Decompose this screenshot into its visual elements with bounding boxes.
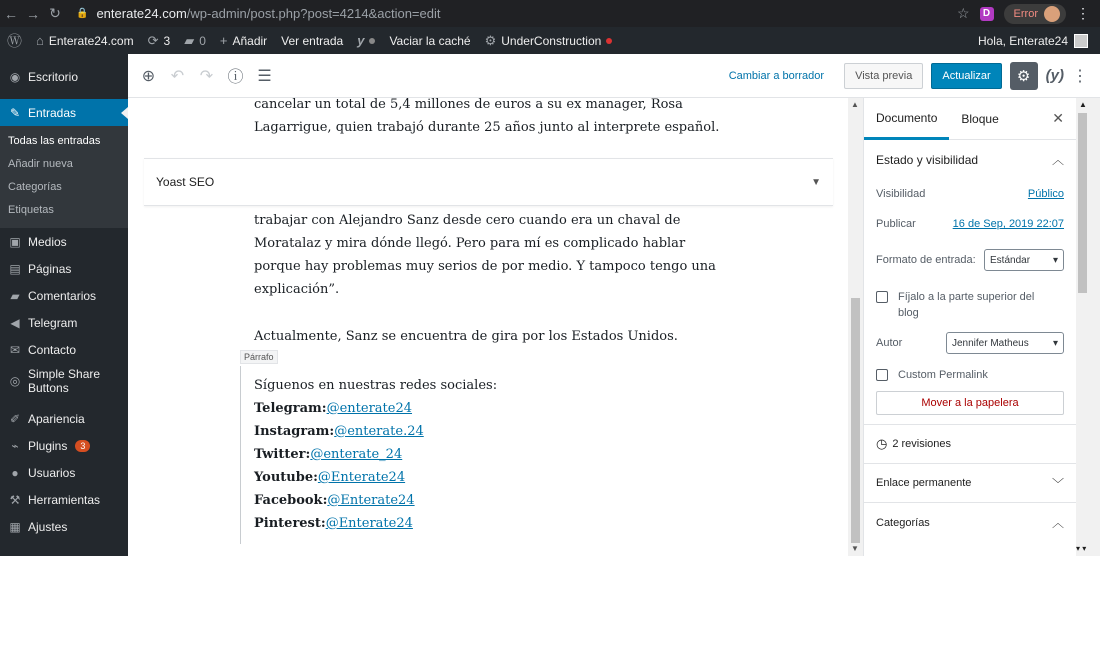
sidebar-item-pages[interactable]: ▤ Páginas <box>9 261 72 276</box>
sidebar-item-share-buttons[interactable]: ◎ Simple Share Buttons <box>9 367 101 395</box>
telegram-icon: ◀ <box>10 315 20 330</box>
dashboard-icon: ◉ <box>9 69 21 84</box>
posts-submenu <box>0 126 128 228</box>
panel-scrollbar[interactable] <box>1076 98 1100 556</box>
yoast-seo-title: Yoast SEO <box>156 175 215 189</box>
paragraph-block[interactable]: Actualmente, Sanz se encuentra de gira por los Estados Unidos. <box>254 329 678 344</box>
plugins-update-badge: 3 <box>75 440 90 452</box>
chevron-up-icon: ︿ <box>1051 153 1064 167</box>
comments-link[interactable]: ▰ 0 <box>184 32 206 48</box>
sidebar-item-plugins[interactable]: ⌁ Plugins 3 <box>0 432 128 459</box>
pinterest-link[interactable]: @Enterate24 <box>325 516 413 531</box>
scroll-down-icon[interactable]: ▼ <box>851 544 859 553</box>
extension-icon[interactable]: D <box>980 7 994 21</box>
submenu-add-new[interactable]: Añadir nueva <box>8 158 73 170</box>
facebook-link[interactable]: @Enterate24 <box>327 493 415 508</box>
address-bar[interactable] <box>76 6 440 21</box>
mail-icon: ✉ <box>9 342 21 357</box>
social-intro: Síguenos en nuestras redes sociales: <box>254 378 498 393</box>
select-arrow-icon: ▾ <box>1052 337 1058 349</box>
submenu-categories[interactable]: Categorías <box>8 181 62 193</box>
wp-logo-icon[interactable]: Ⓦ <box>7 33 23 50</box>
account-menu[interactable]: Hola, Enterate24 <box>978 34 1100 48</box>
url-host: enterate24.com <box>96 6 187 21</box>
view-post-link[interactable]: Ver entrada <box>281 33 344 48</box>
editor-toolbar <box>128 54 1100 98</box>
admin-sidebar <box>0 54 128 556</box>
home-icon: ⌂ <box>36 33 44 48</box>
plus-icon: + <box>219 33 228 48</box>
add-block-icon[interactable]: ⊕ <box>141 67 156 85</box>
sidebar-item-posts[interactable]: ✎ Entradas <box>0 99 128 126</box>
telegram-link[interactable]: @enterate24 <box>326 401 413 416</box>
clear-cache-link[interactable]: Vaciar la caché <box>389 33 471 48</box>
post-format-select[interactable]: Estándar ▾ <box>984 249 1064 271</box>
custom-permalink-checkbox[interactable] <box>876 369 888 381</box>
url-path: /wp-admin/post.php?post=4214&action=edit <box>186 6 441 21</box>
sidebar-item-users[interactable]: ● Usuarios <box>0 459 128 486</box>
settings-icon: ▦ <box>9 519 21 534</box>
info-icon[interactable]: ⓘ <box>227 69 244 86</box>
social-line: Youtube:@Enterate24 <box>254 470 406 485</box>
sidebar-item-settings[interactable]: ▦ Ajustes <box>9 519 68 534</box>
outline-icon[interactable]: ☰ <box>257 67 272 85</box>
permalink-section-header[interactable]: Enlace permanente ﹀ <box>864 464 1076 503</box>
publish-date-link[interactable]: 16 de Sep, 2019 22:07 <box>952 218 1064 230</box>
editor-scrollbar[interactable] <box>848 98 863 556</box>
pin-icon: ✎ <box>9 105 21 120</box>
bookmark-star-icon[interactable]: ☆ <box>956 5 970 21</box>
settings-sidebar <box>863 98 1076 556</box>
sidebar-item-dashboard[interactable]: ◉ Escritorio <box>9 69 79 84</box>
scrollbar-thumb[interactable] <box>1078 113 1087 293</box>
media-icon: ▣ <box>9 234 21 249</box>
twitter-link[interactable]: @enterate_24 <box>310 447 403 462</box>
social-line: Facebook:@Enterate24 <box>254 493 415 508</box>
update-button[interactable]: Actualizar <box>931 63 1001 89</box>
wp-admin-bar <box>0 27 1100 54</box>
scroll-up-icon[interactable]: ▲ <box>1079 100 1087 109</box>
history-icon: ◷ <box>876 436 888 451</box>
author-row: Autor Jennifer Matheus ▾ <box>864 327 1076 359</box>
gear-icon: ⚙ <box>484 32 497 48</box>
plugin-icon: ⌁ <box>11 438 19 453</box>
divider <box>864 415 1076 425</box>
sidebar-item-comments[interactable]: ▰ Comentarios <box>0 282 128 309</box>
switch-to-draft-button[interactable]: Cambiar a borrador <box>728 69 825 82</box>
brush-icon: ✐ <box>9 411 21 426</box>
seo-status-dot <box>369 38 375 44</box>
revisions-link[interactable]: ◷ 2 revisiones <box>864 425 1076 464</box>
social-line: Instagram:@enterate.24 <box>254 424 424 439</box>
profile-avatar <box>1044 6 1060 22</box>
submenu-tags[interactable]: Etiquetas <box>8 204 54 216</box>
move-to-trash-button[interactable]: Mover a la papelera <box>876 391 1064 415</box>
author-select[interactable]: Jennifer Matheus ▾ <box>946 332 1064 354</box>
post-format-row: Formato de entrada: Estándar ▾ <box>864 239 1076 281</box>
under-construction-link[interactable]: ⚙ UnderConstruction <box>478 33 620 49</box>
social-line: Telegram:@enterate24 <box>254 401 413 416</box>
yoast-seo-panel[interactable] <box>144 158 833 206</box>
chevron-up-icon: ︿ <box>1051 516 1064 530</box>
scrollbar-thumb[interactable] <box>851 298 860 543</box>
error-label: Error <box>1013 7 1038 20</box>
scroll-up-icon[interactable]: ▲ <box>851 100 859 109</box>
settings-gear-icon[interactable]: ⚙ <box>1010 62 1038 90</box>
scroll-down-icon[interactable]: ▾ ▾ <box>1076 544 1087 553</box>
custom-permalink-row: Custom Permalink <box>864 359 1076 391</box>
profile-error-button[interactable] <box>1004 4 1066 24</box>
add-new-link[interactable]: + Añadir <box>219 33 268 48</box>
sidebar-item-telegram[interactable]: ◀ Telegram <box>0 309 128 336</box>
tab-block[interactable]: Bloque <box>961 111 999 126</box>
instagram-link[interactable]: @enterate.24 <box>334 424 424 439</box>
publish-row: Publicar 16 de Sep, 2019 22:07 <box>876 218 1064 230</box>
site-name-link[interactable]: ⌂ Enterate24.com <box>36 33 134 48</box>
social-line: Twitter:@enterate_24 <box>254 447 403 462</box>
browser-menu-icon[interactable]: ⋮ <box>1076 5 1090 21</box>
browser-toolbar <box>0 0 1100 27</box>
select-arrow-icon: ▾ <box>1052 254 1058 266</box>
comments-icon: ▰ <box>10 288 20 303</box>
visibility-row: Visibilidad Público <box>876 188 1064 200</box>
pages-icon: ▤ <box>9 261 21 276</box>
sidebar-item-contact[interactable]: ✉ Contacto <box>9 342 77 357</box>
close-icon[interactable]: ✕ <box>1052 110 1064 126</box>
undo-icon[interactable]: ↶ <box>170 67 185 85</box>
settings-tabs <box>864 98 1076 140</box>
redo-icon[interactable]: ↷ <box>199 67 214 85</box>
youtube-link[interactable]: @Enterate24 <box>317 470 406 485</box>
tab-document[interactable]: Documento <box>864 98 949 140</box>
block-type-label: Párrafo <box>240 350 278 364</box>
users-icon: ● <box>11 465 19 480</box>
reload-icon[interactable]: ↻ <box>49 5 61 21</box>
yoast-admin-icon[interactable]: y <box>350 33 382 48</box>
status-visibility-header[interactable]: Estado y visibilidad ︿ <box>876 152 1064 167</box>
updates-icon: ⟳ <box>147 32 159 48</box>
share-icon: ◎ <box>9 374 21 388</box>
avatar <box>1074 34 1088 48</box>
forward-icon[interactable]: → <box>26 5 40 22</box>
chevron-down-icon: ﹀ <box>1051 476 1064 491</box>
social-links-block[interactable] <box>254 374 704 535</box>
caret-down-icon: ▼ <box>811 176 821 188</box>
preview-button[interactable]: Vista previa <box>844 63 923 89</box>
back-icon[interactable]: ← <box>4 5 18 22</box>
categories-section-header[interactable]: Categorías ︿ <box>876 516 1064 530</box>
submenu-all-posts[interactable]: Todas las entradas <box>8 135 101 147</box>
sticky-row: Fíjalo a la parte superior del blog <box>864 281 1076 327</box>
visibility-link[interactable]: Público <box>1027 188 1064 200</box>
paragraph-block[interactable]: cancelar un total de 5,4 millones de euros a su ex manager, Rosa Lagarrigue, quien trabajó durante 25 años junto al interprete español. <box>254 98 720 135</box>
wrench-icon: ⚒ <box>9 492 21 507</box>
editor-canvas <box>128 98 848 556</box>
sidebar-item-tools[interactable]: ⚒ Herramientas <box>9 492 101 507</box>
more-options-icon[interactable]: ⋮ <box>1072 67 1088 85</box>
lock-icon: 🔒 <box>76 8 89 19</box>
sidebar-item-media[interactable]: ▣ Medios <box>9 234 67 249</box>
comments-icon: ▰ <box>184 32 195 48</box>
sidebar-item-appearance[interactable]: ✐ Apariencia <box>9 411 85 426</box>
paragraph-block[interactable]: trabajar con Alejandro Sanz desde cero cuando era un chaval de Moratalaz y mira dónde llegó. Pero para mí es complicado hablar porque hay problemas muy serios de por medio. Y tampoco tengo una explicación”. <box>254 213 716 297</box>
sticky-checkbox[interactable] <box>876 291 888 303</box>
social-line: Pinterest:@Enterate24 <box>254 516 413 531</box>
updates-link[interactable]: ⟳ 3 <box>147 32 171 48</box>
yoast-icon[interactable]: (y) <box>1045 67 1064 84</box>
status-dot <box>606 38 612 44</box>
